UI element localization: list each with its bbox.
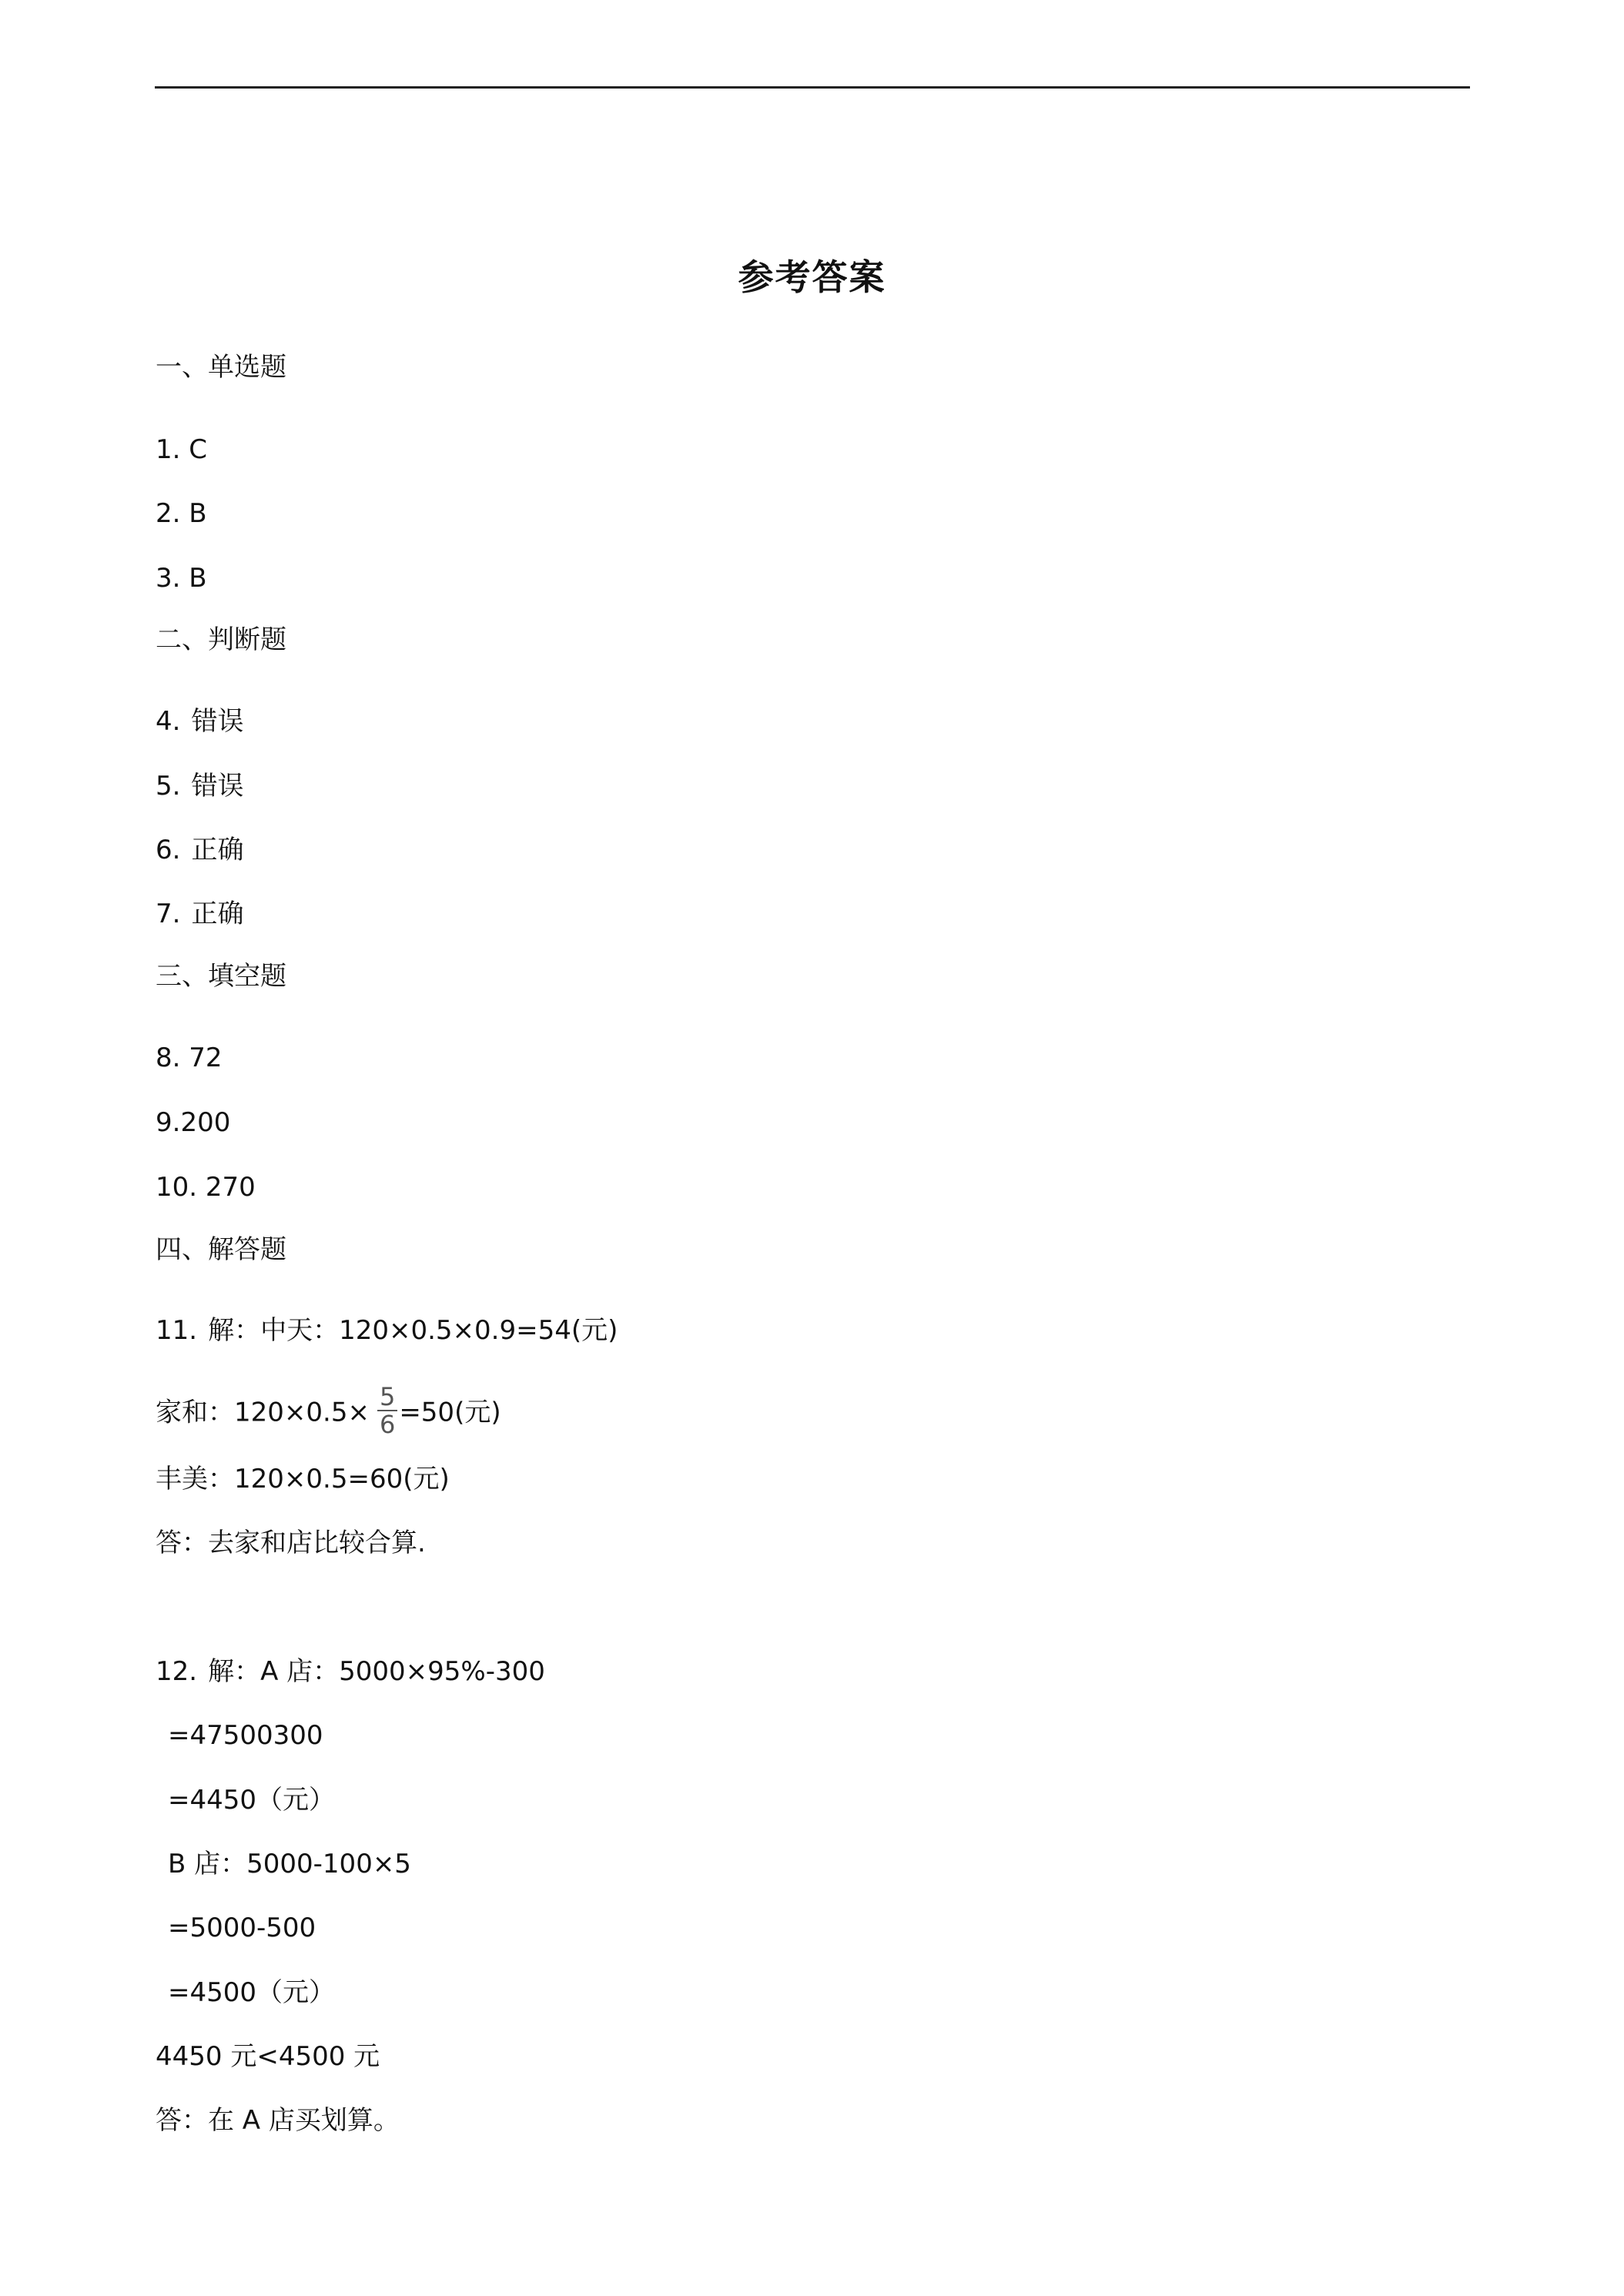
section-heading-single-choice: 一、单选题 bbox=[156, 352, 286, 383]
q11-line-1 bbox=[156, 1312, 618, 1349]
section-heading-fill-blank: 三、填空题 bbox=[156, 961, 286, 992]
q12-line-5: =5000-500 bbox=[168, 1913, 316, 1943]
answer-4-number: 4. bbox=[156, 706, 181, 737]
answer-6-text: 正确 bbox=[191, 835, 244, 865]
section-heading-true-false: 二、判断题 bbox=[156, 624, 286, 655]
q12-number: 12. bbox=[156, 1656, 198, 1687]
q12-solution-a-store: 解：A 店：5000×95%-300 bbox=[208, 1656, 545, 1687]
answer-10: 10. 270 bbox=[156, 1172, 256, 1203]
answer-3: 3. B bbox=[156, 563, 207, 594]
q11-line-2 bbox=[156, 1382, 501, 1441]
answer-2: 2. B bbox=[156, 498, 207, 529]
answer-6 bbox=[156, 832, 243, 869]
fraction-denominator: 6 bbox=[379, 1410, 396, 1439]
header-rule bbox=[155, 86, 1470, 89]
q11-number: 11. bbox=[156, 1315, 198, 1346]
fraction-numerator: 5 bbox=[377, 1384, 397, 1411]
q12-comparison: 4450 元<4500 元 bbox=[156, 2041, 380, 2072]
answer-4-text: 错误 bbox=[191, 706, 244, 737]
answer-6-number: 6. bbox=[156, 835, 181, 865]
q12-line-2: =47500300 bbox=[168, 1720, 323, 1751]
answer-7-text: 正确 bbox=[191, 899, 244, 929]
q12-line-1 bbox=[156, 1653, 545, 1690]
fraction-five-sixths bbox=[377, 1384, 397, 1438]
q12-line-3: =4450（元） bbox=[168, 1785, 336, 1816]
answer-5-number: 5. bbox=[156, 771, 181, 802]
q11-solution-zhongtian: 解：中天：120×0.5×0.9=54(元) bbox=[208, 1315, 618, 1346]
q11-line-3: 丰美：120×0.5=60(元) bbox=[156, 1464, 450, 1494]
section-heading-solutions: 四、解答题 bbox=[156, 1234, 286, 1265]
q11-answer: 答：去家和店比较合算. bbox=[156, 1528, 426, 1558]
answer-8: 8. 72 bbox=[156, 1043, 223, 1073]
answer-4 bbox=[156, 703, 243, 740]
answer-9: 9.200 bbox=[156, 1107, 231, 1138]
q12-answer: 答：在 A 店买划算。 bbox=[156, 2105, 400, 2136]
page-title: 参考答案 bbox=[738, 256, 886, 298]
answer-7-number: 7. bbox=[156, 899, 181, 929]
answer-7 bbox=[156, 895, 243, 932]
q11-jiahe-suffix: =50(元) bbox=[399, 1397, 501, 1428]
answer-1: 1. C bbox=[156, 434, 207, 465]
q12-line-6: =4500（元） bbox=[168, 1977, 336, 2008]
q12-line-4: B 店：5000-100×5 bbox=[168, 1849, 411, 1879]
q11-jiahe-prefix: 家和：120×0.5× bbox=[156, 1397, 370, 1428]
answer-5 bbox=[156, 768, 243, 805]
answer-5-text: 错误 bbox=[191, 771, 244, 802]
